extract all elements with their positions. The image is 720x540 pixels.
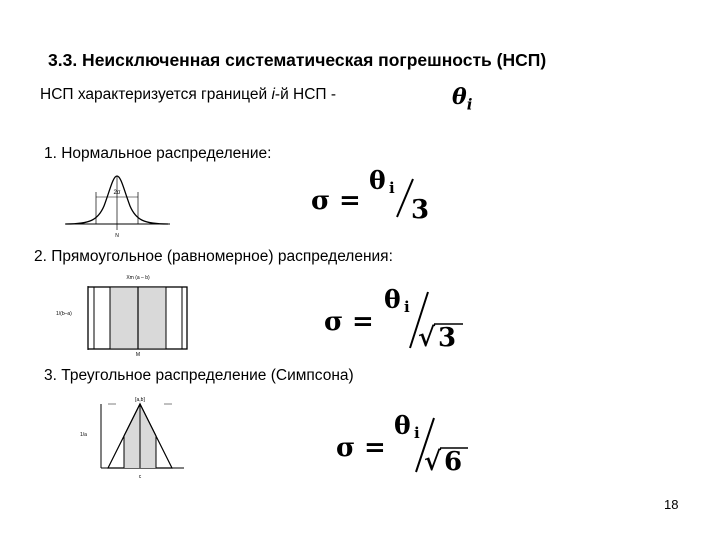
graph2-label-top: Xm (a – b) bbox=[126, 275, 150, 281]
theta-symbol-inline: $\theta_i$ bbox=[452, 84, 473, 114]
item-normal-distribution: 1. Нормальное распределение: bbox=[44, 145, 272, 162]
formula3-index: i bbox=[414, 424, 420, 442]
page-number: 18 bbox=[664, 497, 679, 512]
intro-text: НСП характеризуется границей bbox=[40, 86, 272, 103]
formula-uniform bbox=[318, 282, 478, 354]
formula2-denominator: 3 bbox=[438, 323, 457, 353]
formula2-sigma: σ bbox=[324, 307, 344, 337]
graph2-label-left: 1/(b–a) bbox=[56, 311, 72, 317]
graph3-label-bottom: c bbox=[138, 474, 142, 480]
formula3-denominator: 6 bbox=[444, 447, 463, 477]
formula1-index: i bbox=[389, 179, 395, 197]
normal-distribution-graph bbox=[60, 168, 175, 240]
formula3-sigma: σ bbox=[336, 433, 356, 463]
formula1-equals: = bbox=[339, 186, 361, 216]
graph1-label-n: N bbox=[115, 233, 119, 239]
slide-title: 3.3. Неисключенная систематическая погрешность (НСП) bbox=[48, 50, 547, 70]
graph3-label-left: 1/a bbox=[80, 432, 87, 438]
graph2-label-bottom: M bbox=[135, 352, 141, 358]
formula3-equals: = bbox=[364, 433, 386, 463]
triangular-distribution-graph bbox=[76, 392, 186, 480]
item-triangular-distribution: 3. Треугольное распределение (Симпсона) bbox=[44, 367, 354, 384]
intro-italic-index: i bbox=[271, 86, 275, 103]
formula3-theta: θ bbox=[394, 411, 411, 440]
graph3-label-top: [a,b] bbox=[135, 397, 145, 403]
formula2-radical: √ bbox=[418, 323, 436, 353]
intro-line bbox=[40, 86, 336, 104]
formula2-equals: = bbox=[352, 307, 374, 337]
item-uniform-distribution: 2. Прямоугольное (равномерное) распределения: bbox=[34, 248, 393, 265]
graph1-label-2sigma: 2σ bbox=[113, 190, 121, 196]
formula2-index: i bbox=[404, 298, 410, 316]
uniform-distribution-graph bbox=[50, 270, 200, 358]
formula1-sigma: σ bbox=[311, 186, 331, 216]
formula1-denominator: 3 bbox=[411, 195, 430, 225]
formula-normal bbox=[305, 165, 445, 227]
formula1-theta: θ bbox=[369, 166, 386, 195]
formula3-radical: √ bbox=[424, 447, 442, 477]
formula-triangular bbox=[330, 408, 480, 480]
intro-tail: -й НСП - bbox=[274, 86, 337, 103]
formula2-theta: θ bbox=[384, 285, 401, 314]
